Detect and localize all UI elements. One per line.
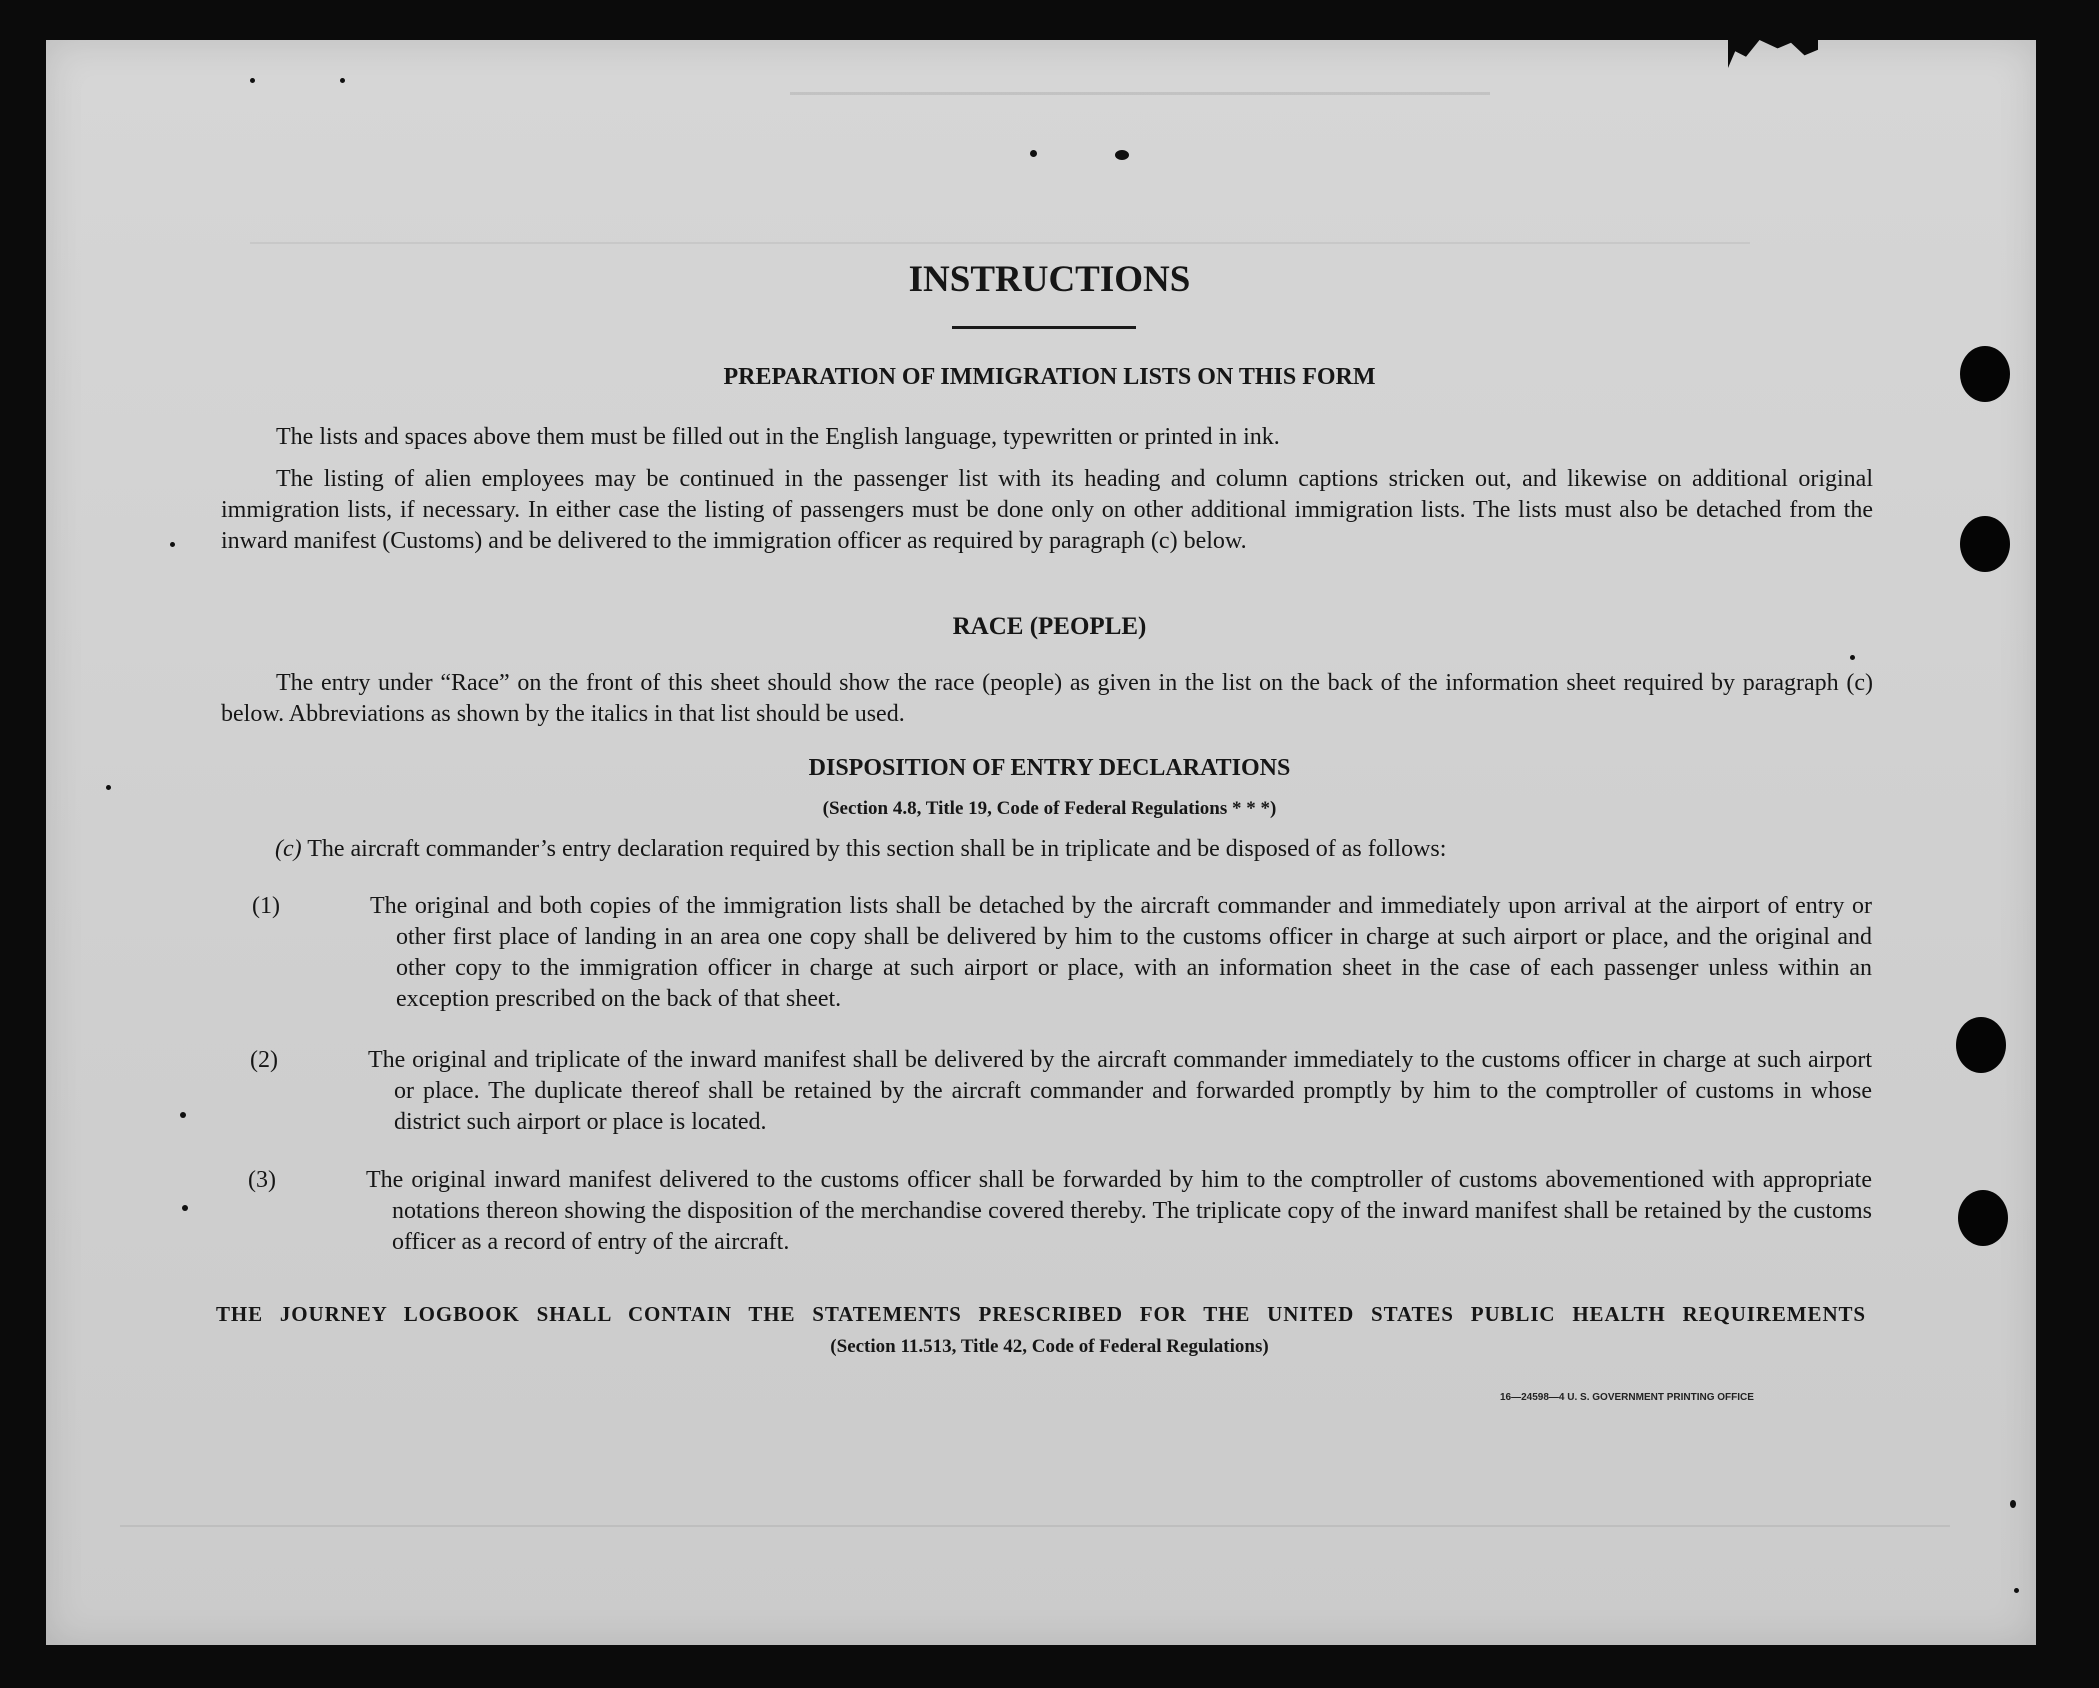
ink-speck: [1030, 150, 1037, 157]
ink-speck: [1115, 150, 1129, 160]
ink-speck: [2014, 1588, 2019, 1593]
list-item-number: (1): [252, 893, 280, 919]
printing-office-code: 16—24598—4 U. S. GOVERNMENT PRINTING OFFICE: [1500, 1392, 1754, 1403]
punch-hole: [1958, 1190, 2008, 1246]
disposition-intro: [275, 834, 1875, 865]
bleed-through-line: [120, 1525, 1950, 1527]
health-requirements-statement: THE JOURNEY LOGBOOK SHALL CONTAIN THE STATEMENTS PRESCRIBED FOR THE UNITED STATES PUBLIC HEALTH REQUIREMENTS: [216, 1302, 1866, 1326]
punch-hole: [1956, 1017, 2006, 1073]
intro-text: The aircraft commander’s entry declaration required by this section shall be in triplicate and be disposed of as follows:: [307, 836, 1447, 862]
section-title-disposition: DISPOSITION OF ENTRY DECLARATIONS: [808, 755, 1291, 781]
ink-speck: [1850, 655, 1855, 660]
list-item-text: The original inward manifest delivered to the customs officer shall be forwarded by him to the comptroller of customs abovementioned with appropriate notations thereon showing the disposition of the merchandise covered thereby. The triplicate copy of the inward manifest shall be retained by the customs officer as a record of entry of the aircraft.: [366, 1167, 1872, 1255]
health-requirements-citation: (Section 11.513, Title 42, Code of Federal Regulations): [830, 1336, 1269, 1357]
list-item: [252, 891, 1872, 1015]
page-title: INSTRUCTIONS: [908, 259, 1191, 300]
list-item-text: The original and both copies of the immigration lists shall be detached by the aircraft commander and immediately upon arrival at the airport of entry or other first place of landing in an area one copy shall be delivered by him to the customs officer in charge at such airport or place, and the original and other copy to the immigration officer in charge at such airport or place, with an information sheet in the case of each passenger unless within an exception prescribed on the back of that sheet.: [370, 893, 1872, 1012]
bleed-through-line: [790, 92, 1490, 95]
list-item: [250, 1045, 1872, 1138]
ink-speck: [180, 1112, 186, 1118]
list-item: [248, 1165, 1872, 1258]
title-underline: [952, 326, 1136, 329]
bleed-through-line: [250, 242, 1750, 244]
preparation-paragraph-2: The listing of alien employees may be continued in the passenger list with its heading and column captions stricken out, and likewise on additional original immigration lists, if necessary. In either case the listing of passengers must be done only on other additional immigration lists. The lists must also be detached from the inward manifest (Customs) and be delivered to the immigration officer as required by paragraph (c) below.: [221, 466, 1873, 554]
punch-hole: [1960, 516, 2010, 572]
ink-speck: [182, 1205, 188, 1211]
list-item-text: The original and triplicate of the inward manifest shall be delivered by the aircraft commander immediately to the customs officer in charge at such airport or place. The duplicate thereof shall be retained by the aircraft commander and forwarded promptly by him to the comptroller of customs in whose district such airport or place is located.: [368, 1047, 1872, 1135]
ink-speck: [2010, 1500, 2016, 1508]
race-paragraph: The entry under “Race” on the front of this sheet should show the race (people) as given in the list on the back of the information sheet required by paragraph (c) below. Abbreviations as shown by the italics in that list should be used.: [221, 670, 1873, 727]
preparation-paragraph-1: The lists and spaces above them must be filled out in the English language, typewritten or printed in ink.: [276, 424, 1280, 450]
intro-label: (c): [275, 836, 302, 862]
ink-speck: [170, 542, 175, 547]
section-title-preparation: PREPARATION OF IMMIGRATION LISTS ON THIS FORM: [723, 364, 1376, 390]
list-item-number: (2): [250, 1047, 278, 1073]
ink-speck: [106, 785, 111, 790]
ink-speck: [250, 78, 255, 83]
section-title-race: RACE (PEOPLE): [952, 613, 1147, 640]
disposition-citation: (Section 4.8, Title 19, Code of Federal Regulations * * *): [822, 798, 1277, 819]
ink-speck: [340, 78, 345, 83]
list-item-number: (3): [248, 1167, 276, 1193]
